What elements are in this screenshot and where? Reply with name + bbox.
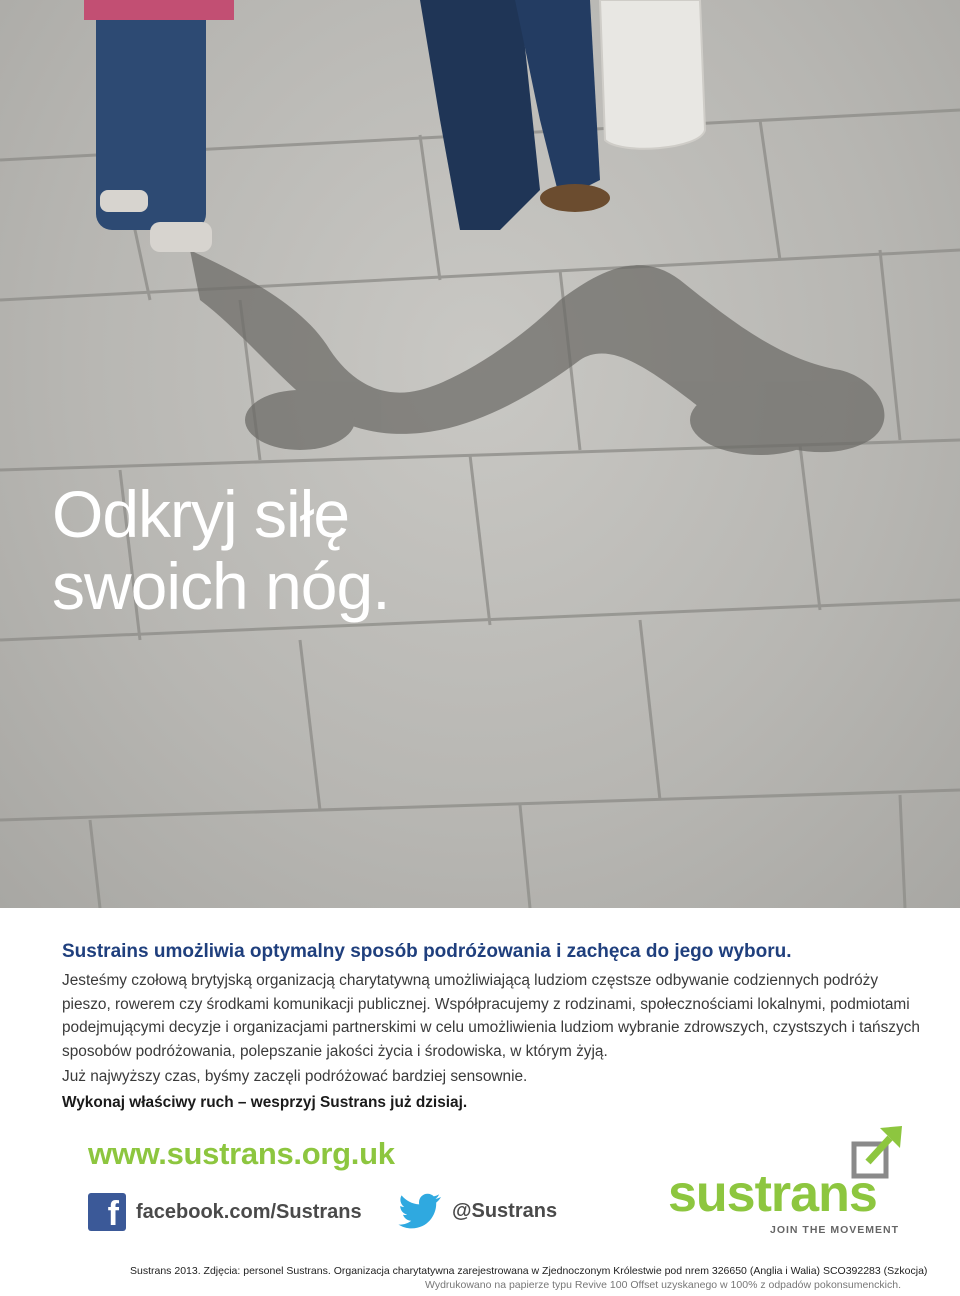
headline bbox=[52, 478, 390, 622]
footer-credits: Sustrans 2013. Zdjęcia: personel Sustrans. Organizacja charytatywna zarejestrowana w Zjednoczonym Królestwie pod nrem 326650 (Anglia i Walia) SCO392283 (Szkocja) bbox=[130, 1265, 928, 1277]
sustrans-logo bbox=[668, 1122, 908, 1242]
headline-line-2: swoich nóg. bbox=[52, 549, 390, 623]
body-paragraph: Jesteśmy czołową brytyjską organizacją charytatywną umożliwiającą ludziom częstsze odbywanie codziennych podróży pieszo, rowerem czy środkami komunikacji publicznej. Współpracujemy z rodzinami, społecznościami lokalnymi, podmiotami podejmującymi decyzje i organizacjami partnerskimi w celu umożliwienia ludziom wybranie zdrowszych, czystszych i tańszych sposobów podróżowania, polepszanie jakości życia i środowiska, w którym żyją. bbox=[62, 972, 920, 1060]
body-text bbox=[62, 940, 922, 1114]
facebook-label: facebook.com/Sustrans bbox=[136, 1200, 362, 1223]
website-link[interactable]: www.sustrans.org.uk bbox=[88, 1136, 395, 1171]
facebook-link[interactable] bbox=[88, 1193, 362, 1231]
lead-heading: Sustrains umożliwia optymalny sposób podróżowania i zachęca do jego wyboru. bbox=[62, 941, 792, 962]
body-paragraph-2: Już najwyższy czas, byśmy zaczęli podróżować bardziej sensownie. bbox=[62, 1068, 528, 1085]
facebook-icon: f bbox=[88, 1193, 126, 1231]
twitter-label: @Sustrans bbox=[452, 1199, 558, 1222]
logo-wordmark: sustrans bbox=[668, 1165, 877, 1223]
footer-paper-note: Wydrukowano na papierze typu Revive 100 Offset uzyskanego w 100% z odpadów pokonsumenckich. bbox=[425, 1279, 901, 1291]
call-to-action: Wykonaj właściwy ruch – wesprzyj Sustrans już dzisiaj. bbox=[62, 1094, 468, 1111]
twitter-bird-icon bbox=[398, 1193, 442, 1229]
logo-tagline: JOIN THE MOVEMENT bbox=[770, 1224, 900, 1236]
twitter-link[interactable] bbox=[398, 1193, 557, 1229]
headline-line-1: Odkryj siłę bbox=[52, 477, 350, 551]
